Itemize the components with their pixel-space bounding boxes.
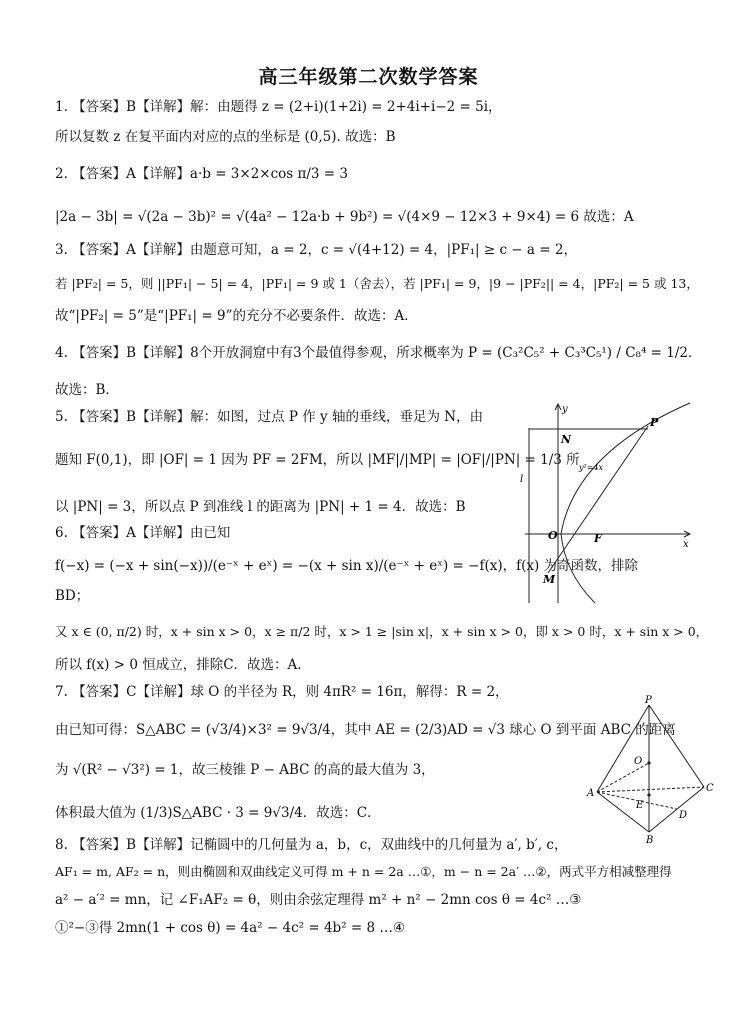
label-e: E bbox=[636, 800, 644, 811]
label-o: O bbox=[634, 756, 643, 767]
label-p: P bbox=[645, 695, 652, 706]
label-b: B bbox=[646, 835, 654, 845]
text-line: 所以复数 z 在复平面内对应的点的坐标是 (0,5). 故选：B bbox=[55, 129, 396, 145]
label-o: O bbox=[548, 529, 558, 542]
text-line: 3. 【答案】A【详解】由题意可知，a = 2，c = √(4+12) = 4，|PF₁| ≥ c − a = 2， bbox=[55, 242, 577, 258]
label-y: y bbox=[562, 404, 568, 415]
label-d: D bbox=[679, 810, 688, 821]
text-line: AF₁ = m, AF₂ = n，则由椭圆和双曲线定义可得 m + n = 2a …①，m − n = 2a′ …②，两式平方相减整理得 bbox=[55, 864, 672, 879]
label-a: A bbox=[587, 788, 595, 799]
text-line: 6. 【答案】A【详解】由已知 bbox=[55, 525, 231, 541]
label-p: P bbox=[650, 416, 659, 429]
text-line: BD； bbox=[55, 588, 90, 604]
label-l: l bbox=[520, 474, 524, 485]
line-pm bbox=[548, 426, 648, 573]
text-line: 2. 【答案】A【详解】a·b = 3×2×cos π/3 = 3 bbox=[55, 166, 348, 182]
label-m: M bbox=[543, 573, 556, 586]
text-line: |2a − 3b| = √(2a − 3b)² = √(4a² − 12a·b + 9b²) = √(4×9 − 12×3 + 9×4) = 6 故选：A bbox=[55, 209, 634, 225]
text-line: ①²−③得 2mn(1 + cos θ) = 4a² − 4c² = 4b² = 8 …④ bbox=[55, 920, 405, 936]
page-title: 高三年级第二次数学答案 bbox=[258, 66, 479, 88]
parabola-figure bbox=[515, 398, 695, 608]
label-n: N bbox=[561, 433, 572, 446]
text-line: 题知 F(0,1)，即 |OF| = 1 因为 PF = 2FM，所以 |MF|/|MP| = |OF|/|PN| = 1/3 所 bbox=[55, 452, 580, 468]
text-line: 4. 【答案】B【详解】8个开放洞窟中有3个最值得参观，所求概率为 P = (C₃²C₅² + C₃³C₅¹) / C₈⁴ = 1/2． bbox=[55, 345, 702, 361]
text-line: 由已知可得：S△ABC = (√3/4)×3² = 9√3/4，其中 AE = (2/3)AD = √3 球心 O 到平面 ABC 的距离 bbox=[55, 722, 676, 738]
text-line: a² − a′² = mn，记 ∠F₁AF₂ = θ，则由余弦定理得 m² + n² − 2mn cos θ = 4c² …③ bbox=[55, 892, 582, 908]
text-line: 又 x ∈ (0, π/2) 时，x + sin x > 0，x ≥ π/2 时，x > 1 ≥ |sin x|，x + sin x > 0，即 x > 0 时，x + sin x > 0， bbox=[55, 624, 709, 639]
text-line: 5. 【答案】B【详解】解：如图，过点 P 作 y 轴的垂线，垂足为 N，由 bbox=[55, 409, 484, 425]
text-line: 8. 【答案】B【详解】记椭圆中的几何量为 a，b，c，双曲线中的几何量为 a′, b′, c， bbox=[55, 837, 568, 853]
text-line: 7. 【答案】C【详解】球 O 的半径为 R，则 4πR² = 16π，解得：R = 2， bbox=[55, 684, 509, 700]
label-eq: y²=4x bbox=[579, 463, 604, 472]
text-line: 以 |PN| = 3，所以点 P 到准线 l 的距离为 |PN| + 1 = 4．故选：B bbox=[55, 499, 466, 515]
text-line: 所以 f(x) > 0 恒成立，排除C．故选：A． bbox=[55, 657, 311, 673]
text-line: 若 |PF₂| = 5，则 ||PF₁| − 5| = 4，|PF₁| = 9 或 1（舍去），若 |PF₁| = 9，|9 − |PF₂|| = 4，|PF₂| = 5 或 13， bbox=[55, 276, 699, 291]
text-line: 体积最大值为 (1/3)S△ABC · 3 = 9√3/4．故选：C． bbox=[55, 805, 381, 821]
pyramid-figure bbox=[585, 695, 715, 845]
parabola-curve bbox=[561, 403, 690, 603]
label-f: F bbox=[594, 532, 602, 545]
label-c: C bbox=[706, 783, 714, 794]
label-x: x bbox=[683, 539, 689, 550]
text-line: f(−x) = (−x + sin(−x))/(e⁻ˣ + eˣ) = −(x + sin x)/(e⁻ˣ + eˣ) = −f(x)，f(x) 为奇函数，排除 bbox=[55, 558, 639, 574]
text-line: 为 √(R² − √3²) = 1，故三棱锥 P − ABC 的高的最大值为 3， bbox=[55, 762, 435, 778]
text-line: 故选：B． bbox=[55, 382, 119, 398]
text-line: 1. 【答案】B【详解】解：由题得 z = (2+i)(1+2i) = 2+4i+i−2 = 5i， bbox=[55, 99, 502, 115]
text-line: 故“|PF₂| = 5”是“|PF₁| = 9”的充分不必要条件．故选：A． bbox=[55, 308, 418, 324]
